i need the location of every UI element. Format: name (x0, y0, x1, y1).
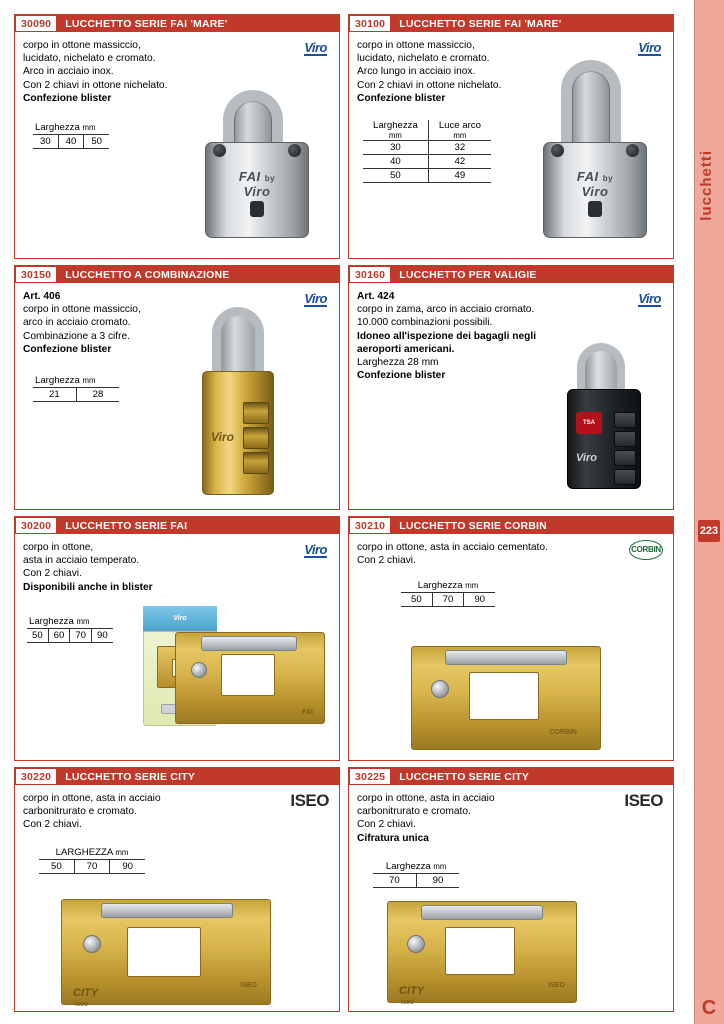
desc-line: corpo in ottone, (23, 542, 94, 553)
lock-body (202, 371, 274, 495)
table-caption: Larghezza mm (27, 616, 113, 629)
product-code: 30160 (350, 267, 391, 282)
section-tab (694, 0, 724, 1024)
table (27, 629, 113, 643)
desc-line: asta in acciaio temperato. (23, 555, 140, 567)
table-cell: 32 (428, 141, 491, 155)
product-image-tsa-padlock (559, 343, 651, 493)
card-body (349, 32, 673, 258)
product-description (357, 290, 572, 382)
desc-line: corpo in ottone, asta in acciaio (357, 793, 495, 804)
table-cell: 49 (428, 169, 491, 183)
keyhole (407, 935, 425, 953)
product-card-30090 (14, 14, 340, 259)
table-cell: 50 (27, 629, 48, 643)
keyhole (191, 662, 207, 678)
desc-line: corpo in ottone, asta in acciaio (23, 793, 161, 804)
table-caption: Larghezza mm (33, 122, 109, 135)
card-header (15, 768, 339, 785)
lock-brand-sub: iseo (401, 999, 414, 1006)
article-number: Art. 406 (23, 291, 61, 302)
card-header (349, 517, 673, 534)
card-header (349, 768, 673, 785)
desc-line: Larghezza 28 mm (357, 357, 439, 369)
product-description (23, 541, 233, 594)
table-cell: 90 (416, 874, 459, 888)
table-cell: 70 (70, 629, 92, 643)
shackle-bar (201, 636, 297, 651)
lock-brand-mark: Viro (211, 430, 234, 444)
desc-line: carbonitrurato e cromato. (357, 806, 471, 818)
lock-brand-mark: FAI by Viro (238, 169, 276, 199)
card-header (15, 517, 339, 534)
keyhole (431, 680, 449, 698)
card-header (349, 15, 673, 32)
product-title: LUCCHETTO SERIE FAI 'MARE' (399, 17, 562, 30)
desc-bold-block: Idoneo all'ispezione dei bagagli negli aeroporti americani. (357, 330, 537, 355)
shackle-pin-right (626, 144, 639, 157)
shackle (561, 60, 621, 152)
brand-logo-viro: Viro (304, 291, 327, 306)
table-header-row (363, 120, 491, 141)
table-row (33, 388, 119, 402)
lock-stamp: FAI (302, 709, 313, 716)
shackle-bar (421, 905, 543, 920)
dimension-table (373, 861, 459, 888)
dimension-table (33, 122, 109, 149)
product-description (23, 792, 233, 832)
product-code: 30210 (350, 518, 391, 533)
desc-bold: Confezione blister (357, 92, 446, 104)
desc-line: Con 2 chiavi. (357, 819, 416, 831)
desc-line: lucidato, nichelato e cromato. (23, 53, 156, 65)
desc-line: arco in acciaio cromato. (23, 317, 131, 329)
table-cell: 28 (76, 388, 119, 402)
table-row (27, 629, 113, 643)
desc-line: corpo in ottone, asta in acciaio cementato. (357, 542, 548, 553)
table-cell: 40 (58, 135, 84, 149)
table-caption: Larghezza mm (373, 861, 459, 874)
desc-bold: Confezione blister (357, 370, 446, 382)
table-row (33, 135, 109, 149)
table-row (363, 155, 491, 169)
desc-bold: Confezione blister (23, 343, 112, 355)
table-caption: Larghezza mm (33, 375, 119, 388)
keyhole (588, 201, 602, 217)
table-header: Luce arco mm (428, 120, 491, 141)
desc-line: 10.000 combinazioni possibili. (357, 317, 493, 329)
desc-bold: Cifratura unica (357, 832, 429, 844)
card-header (15, 266, 339, 283)
desc-line: Con 2 chiavi in ottone nichelato. (23, 79, 168, 91)
table-cell: 21 (33, 388, 76, 402)
table-cell: 30 (33, 135, 58, 149)
table-cell: 60 (48, 629, 70, 643)
product-card-30200 (14, 516, 340, 761)
table-cell: 70 (74, 860, 110, 874)
desc-line: Combinazione a 3 cifre. (23, 330, 131, 342)
table-row (363, 169, 491, 183)
desc-line: corpo in ottone massiccio, (23, 304, 141, 316)
table-caption: Larghezza mm (401, 580, 495, 593)
product-code: 30200 (16, 518, 57, 533)
table-cell: 40 (363, 155, 428, 169)
dial (614, 450, 636, 466)
desc-line: corpo in ottone massiccio, (357, 40, 475, 51)
shackle-pin-left (213, 144, 226, 157)
product-code: 30150 (16, 267, 57, 282)
lock-brand-mark: CITY (73, 987, 99, 999)
desc-line: lucidato, nichelato e cromato. (357, 53, 490, 65)
card-body (349, 785, 673, 1011)
article-number: Art. 424 (357, 291, 395, 302)
table-cell: 30 (363, 141, 428, 155)
dimension-table (401, 580, 495, 607)
dial (243, 427, 269, 449)
page-number: 223 (698, 520, 720, 542)
table-cell: 70 (373, 874, 416, 888)
table-header: Larghezza mm (363, 120, 428, 141)
product-code: 30225 (350, 769, 391, 784)
product-title: LUCCHETTO A COMBINAZIONE (65, 268, 230, 281)
product-card-30160 (348, 265, 674, 510)
dial (243, 452, 269, 474)
desc-line: Con 2 chiavi. (357, 555, 416, 567)
corner-logo: C (701, 997, 717, 1019)
table-cell: 90 (110, 860, 145, 874)
card-body (349, 534, 673, 760)
product-grid (14, 14, 674, 1012)
shackle-bar (445, 650, 567, 665)
combination-dials (614, 412, 636, 486)
card-header (349, 266, 673, 283)
desc-line: Con 2 chiavi. (23, 819, 82, 831)
dial (614, 469, 636, 485)
table-cell: 50 (401, 593, 432, 607)
product-card-30210 (348, 516, 674, 761)
shackle (577, 343, 625, 395)
brand-logo-viro: Viro (638, 291, 661, 306)
product-card-30225 (348, 767, 674, 1012)
shackle-pin-right (288, 144, 301, 157)
desc-line: carbonitrurato e cromato. (23, 806, 137, 818)
dimension-table (39, 847, 145, 874)
dial (614, 431, 636, 447)
product-title: LUCCHETTO SERIE FAI (65, 519, 188, 532)
table-caption: LARGHEZZA mm (39, 847, 145, 860)
shackle-opening (445, 927, 515, 975)
product-description (357, 792, 567, 845)
product-title: LUCCHETTO SERIE FAI 'MARE' (65, 17, 228, 30)
card-body (15, 283, 339, 509)
shackle-bar (101, 903, 233, 918)
desc-line: Con 2 chiavi in ottone nichelato. (357, 79, 502, 91)
product-title: LUCCHETTO SERIE CITY (65, 770, 196, 783)
dial (243, 402, 269, 424)
dimension-table (33, 375, 119, 402)
table (39, 860, 145, 874)
table-row (401, 593, 495, 607)
product-title: LUCCHETTO PER VALIGIE (399, 268, 537, 281)
table-cell: 90 (464, 593, 495, 607)
product-image-padlock (535, 60, 655, 210)
product-card-30100 (348, 14, 674, 259)
table-row (39, 860, 145, 874)
brand-logo-viro: Viro (304, 40, 327, 55)
table-cell: 50 (363, 169, 428, 183)
table-cell: 42 (428, 155, 491, 169)
table (33, 135, 109, 149)
product-code: 30220 (16, 769, 57, 784)
lock-stamp: ISEO (548, 982, 565, 989)
desc-line: Arco lungo in acciaio inox. (357, 66, 476, 78)
shackle-pin-left (551, 144, 564, 157)
dimension-table (363, 120, 491, 183)
desc-line: corpo in zama, arco in acciaio cromato. (357, 304, 535, 316)
table-row (363, 141, 491, 155)
dial (614, 412, 636, 428)
table (363, 120, 491, 183)
lock-stamp: CORBIN (549, 729, 577, 736)
section-tab-label: lucchetti (698, 150, 715, 221)
table (401, 593, 495, 607)
product-image-city-padlock (387, 887, 577, 1005)
table-row (373, 874, 459, 888)
table-cell: 50 (39, 860, 74, 874)
desc-line: Arco in acciaio inox. (23, 66, 114, 78)
brand-logo-iseo: ISEO (624, 791, 663, 810)
keyhole (83, 935, 101, 953)
product-code: 30100 (350, 16, 391, 31)
table (33, 388, 119, 402)
brand-logo-corbin: CORBIN (629, 540, 663, 560)
keyhole (250, 201, 264, 217)
desc-bold: Disponibili anche in blister (23, 581, 153, 593)
tsa-badge: TSA (576, 412, 602, 434)
lock-brand-sub: iseo (75, 1001, 88, 1008)
lock-brand-mark: FAI by Viro (576, 169, 614, 199)
card-body (15, 32, 339, 258)
brand-logo-viro: Viro (304, 542, 327, 557)
product-image-monoblock-padlock (411, 632, 601, 752)
desc-bold: Confezione blister (23, 92, 112, 104)
product-image-city-padlock (61, 885, 271, 1007)
product-image-padlock (197, 90, 317, 240)
product-card-30220 (14, 767, 340, 1012)
product-title: LUCCHETTO SERIE CORBIN (399, 519, 547, 532)
blister-brand-strip: Viro (143, 606, 217, 632)
desc-line: Con 2 chiavi. (23, 568, 82, 580)
card-body (15, 534, 339, 760)
brand-logo-viro: Viro (638, 40, 661, 55)
card-body (15, 785, 339, 1011)
product-title: LUCCHETTO SERIE CITY (399, 770, 530, 783)
table-cell: 50 (84, 135, 109, 149)
combination-dials (243, 402, 269, 474)
card-header (15, 15, 339, 32)
dimension-table (27, 616, 113, 643)
brand-logo-iseo: ISEO (290, 791, 329, 810)
product-code: 30090 (16, 16, 57, 31)
table (373, 874, 459, 888)
lock-brand-mark: Viro (576, 452, 597, 464)
lock-body (567, 389, 641, 489)
shackle-opening (127, 927, 201, 977)
desc-line: corpo in ottone massiccio, (23, 40, 141, 51)
shackle-opening (221, 654, 275, 696)
table-cell: 70 (432, 593, 464, 607)
card-body (349, 283, 673, 509)
shackle (212, 307, 264, 379)
lock-brand-mark: CITY (399, 985, 425, 997)
product-image-monoblock-padlock (175, 618, 325, 726)
table-cell: 90 (92, 629, 113, 643)
lock-stamp: ISEO (240, 982, 257, 989)
product-image-combination-padlock (185, 307, 295, 497)
product-card-30150 (14, 265, 340, 510)
product-description (357, 541, 607, 567)
shackle-opening (469, 672, 539, 720)
